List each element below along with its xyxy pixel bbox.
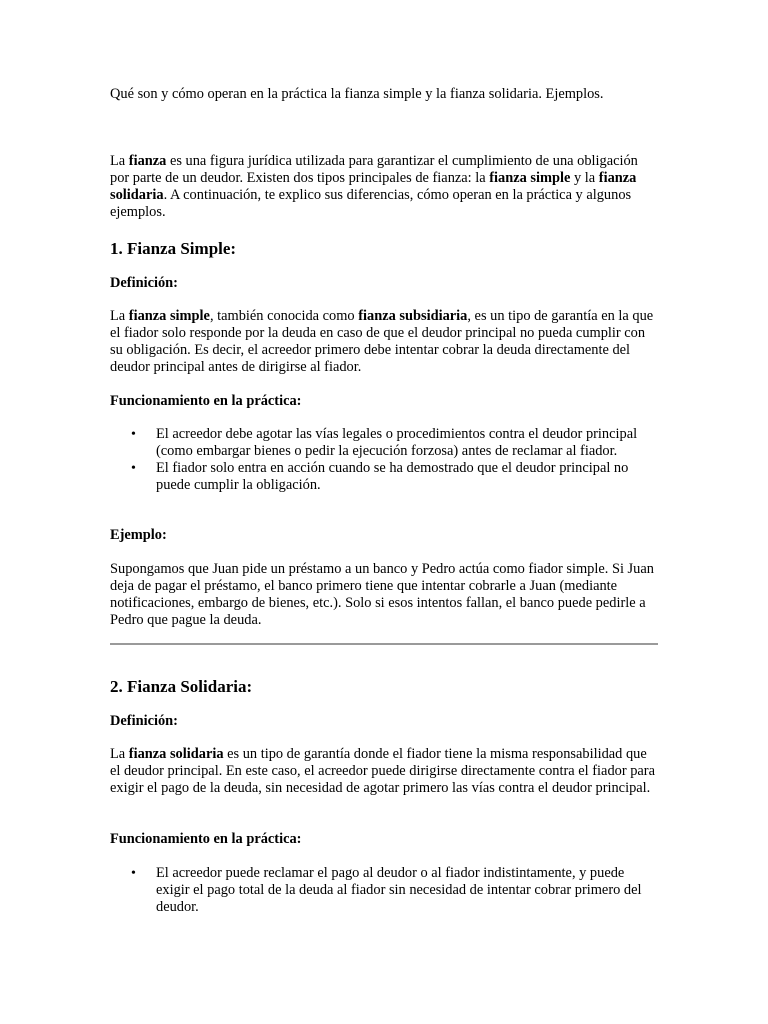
def-simple-bold-2: fianza subsidiaria xyxy=(358,308,468,324)
def-simple-text-1: La xyxy=(110,308,129,324)
section-heading-simple: 1. Fianza Simple: xyxy=(110,239,237,258)
intro-text-2: es una figura jurídica utilizada para garantizar el cumplimiento de una obligación por parte de un deudor. Existen dos tipos principales de fianza: la xyxy=(110,153,638,186)
practice-list-solidaria xyxy=(110,865,658,916)
section-heading-solidaria: 2. Fianza Solidaria: xyxy=(110,677,253,696)
intro-bold-fianza-solidaria: fianza solidaria xyxy=(110,170,637,203)
bullet-icon: • xyxy=(131,461,136,476)
document-title: Qué son y cómo operan en la práctica la fianza simple y la fianza solidaria. Ejemplos. xyxy=(110,86,604,102)
example-paragraph-simple: Supongamos que Juan pide un préstamo a un banco y Pedro actúa como fiador simple. Si Juan deja de pagar el préstamo, el banco primero tiene que intentar cobrarle a Juan (mediante notificaciones, embargo de bienes, etc.). Solo si esos intentos fallan, el banco puede pedirle a Pedro que pague la deuda. xyxy=(110,561,654,628)
list-item-text: El acreedor puede reclamar el pago al deudor o al fiador indistintamente, y puede exigir el pago total de la deuda al fiador sin necesidad de intentar cobrar primero del deudor. xyxy=(156,865,642,915)
horizontal-divider xyxy=(110,643,658,645)
definition-heading-simple: Definición: xyxy=(110,275,178,291)
intro-paragraph xyxy=(110,153,658,221)
bullet-icon: • xyxy=(131,866,136,881)
practice-list-simple xyxy=(110,426,658,494)
list-item xyxy=(110,460,658,494)
intro-text-1: La xyxy=(110,153,129,169)
def-solidaria-bold-1: fianza solidaria xyxy=(128,746,224,762)
def-simple-bold-1: fianza simple xyxy=(128,308,210,324)
def-solidaria-text-1: La xyxy=(110,746,129,762)
intro-bold-fianza: fianza xyxy=(128,153,167,169)
definition-paragraph-simple xyxy=(110,308,658,376)
bullet-icon: • xyxy=(131,427,136,442)
def-simple-text-2: , también conocida como xyxy=(209,308,359,324)
list-item xyxy=(110,426,658,460)
def-solidaria-text-2: es un tipo de garantía donde el fiador tiene la misma responsabilidad que el deudor principal. En este caso, el acreedor puede dirigirse directamente contra el fiador para exigir el pago de la deuda, sin necesidad de agotar primero las vías contra el deudor principal. xyxy=(110,746,655,796)
definition-heading-solidaria: Definición: xyxy=(110,713,178,729)
practice-heading-solidaria: Funcionamiento en la práctica: xyxy=(110,831,302,847)
example-heading-simple: Ejemplo: xyxy=(110,527,167,543)
intro-bold-fianza-simple: fianza simple xyxy=(489,170,571,186)
intro-text-3: y la xyxy=(570,170,599,186)
definition-paragraph-solidaria xyxy=(110,746,658,797)
list-item-text: El fiador solo entra en acción cuando se ha demostrado que el deudor principal no puede cumplir la obligación. xyxy=(156,460,629,493)
practice-heading-simple: Funcionamiento en la práctica: xyxy=(110,393,302,409)
list-item xyxy=(110,865,658,916)
def-simple-text-3: , es un tipo de garantía en la que el fiador solo responde por la deuda en caso de que el deudor principal no pueda cumplir con su obligación. Es decir, el acreedor primero debe intentar cobrar la deuda directamente del deudor principal antes de dirigirse al fiador. xyxy=(110,308,654,375)
list-item-text: El acreedor debe agotar las vías legales o procedimientos contra el deudor principal (como embargar bienes o pedir la ejecución forzosa) antes de reclamar al fiador. xyxy=(156,426,638,459)
intro-text-4: . A continuación, te explico sus diferencias, cómo operan en la práctica y algunos ejemplos. xyxy=(110,187,632,220)
